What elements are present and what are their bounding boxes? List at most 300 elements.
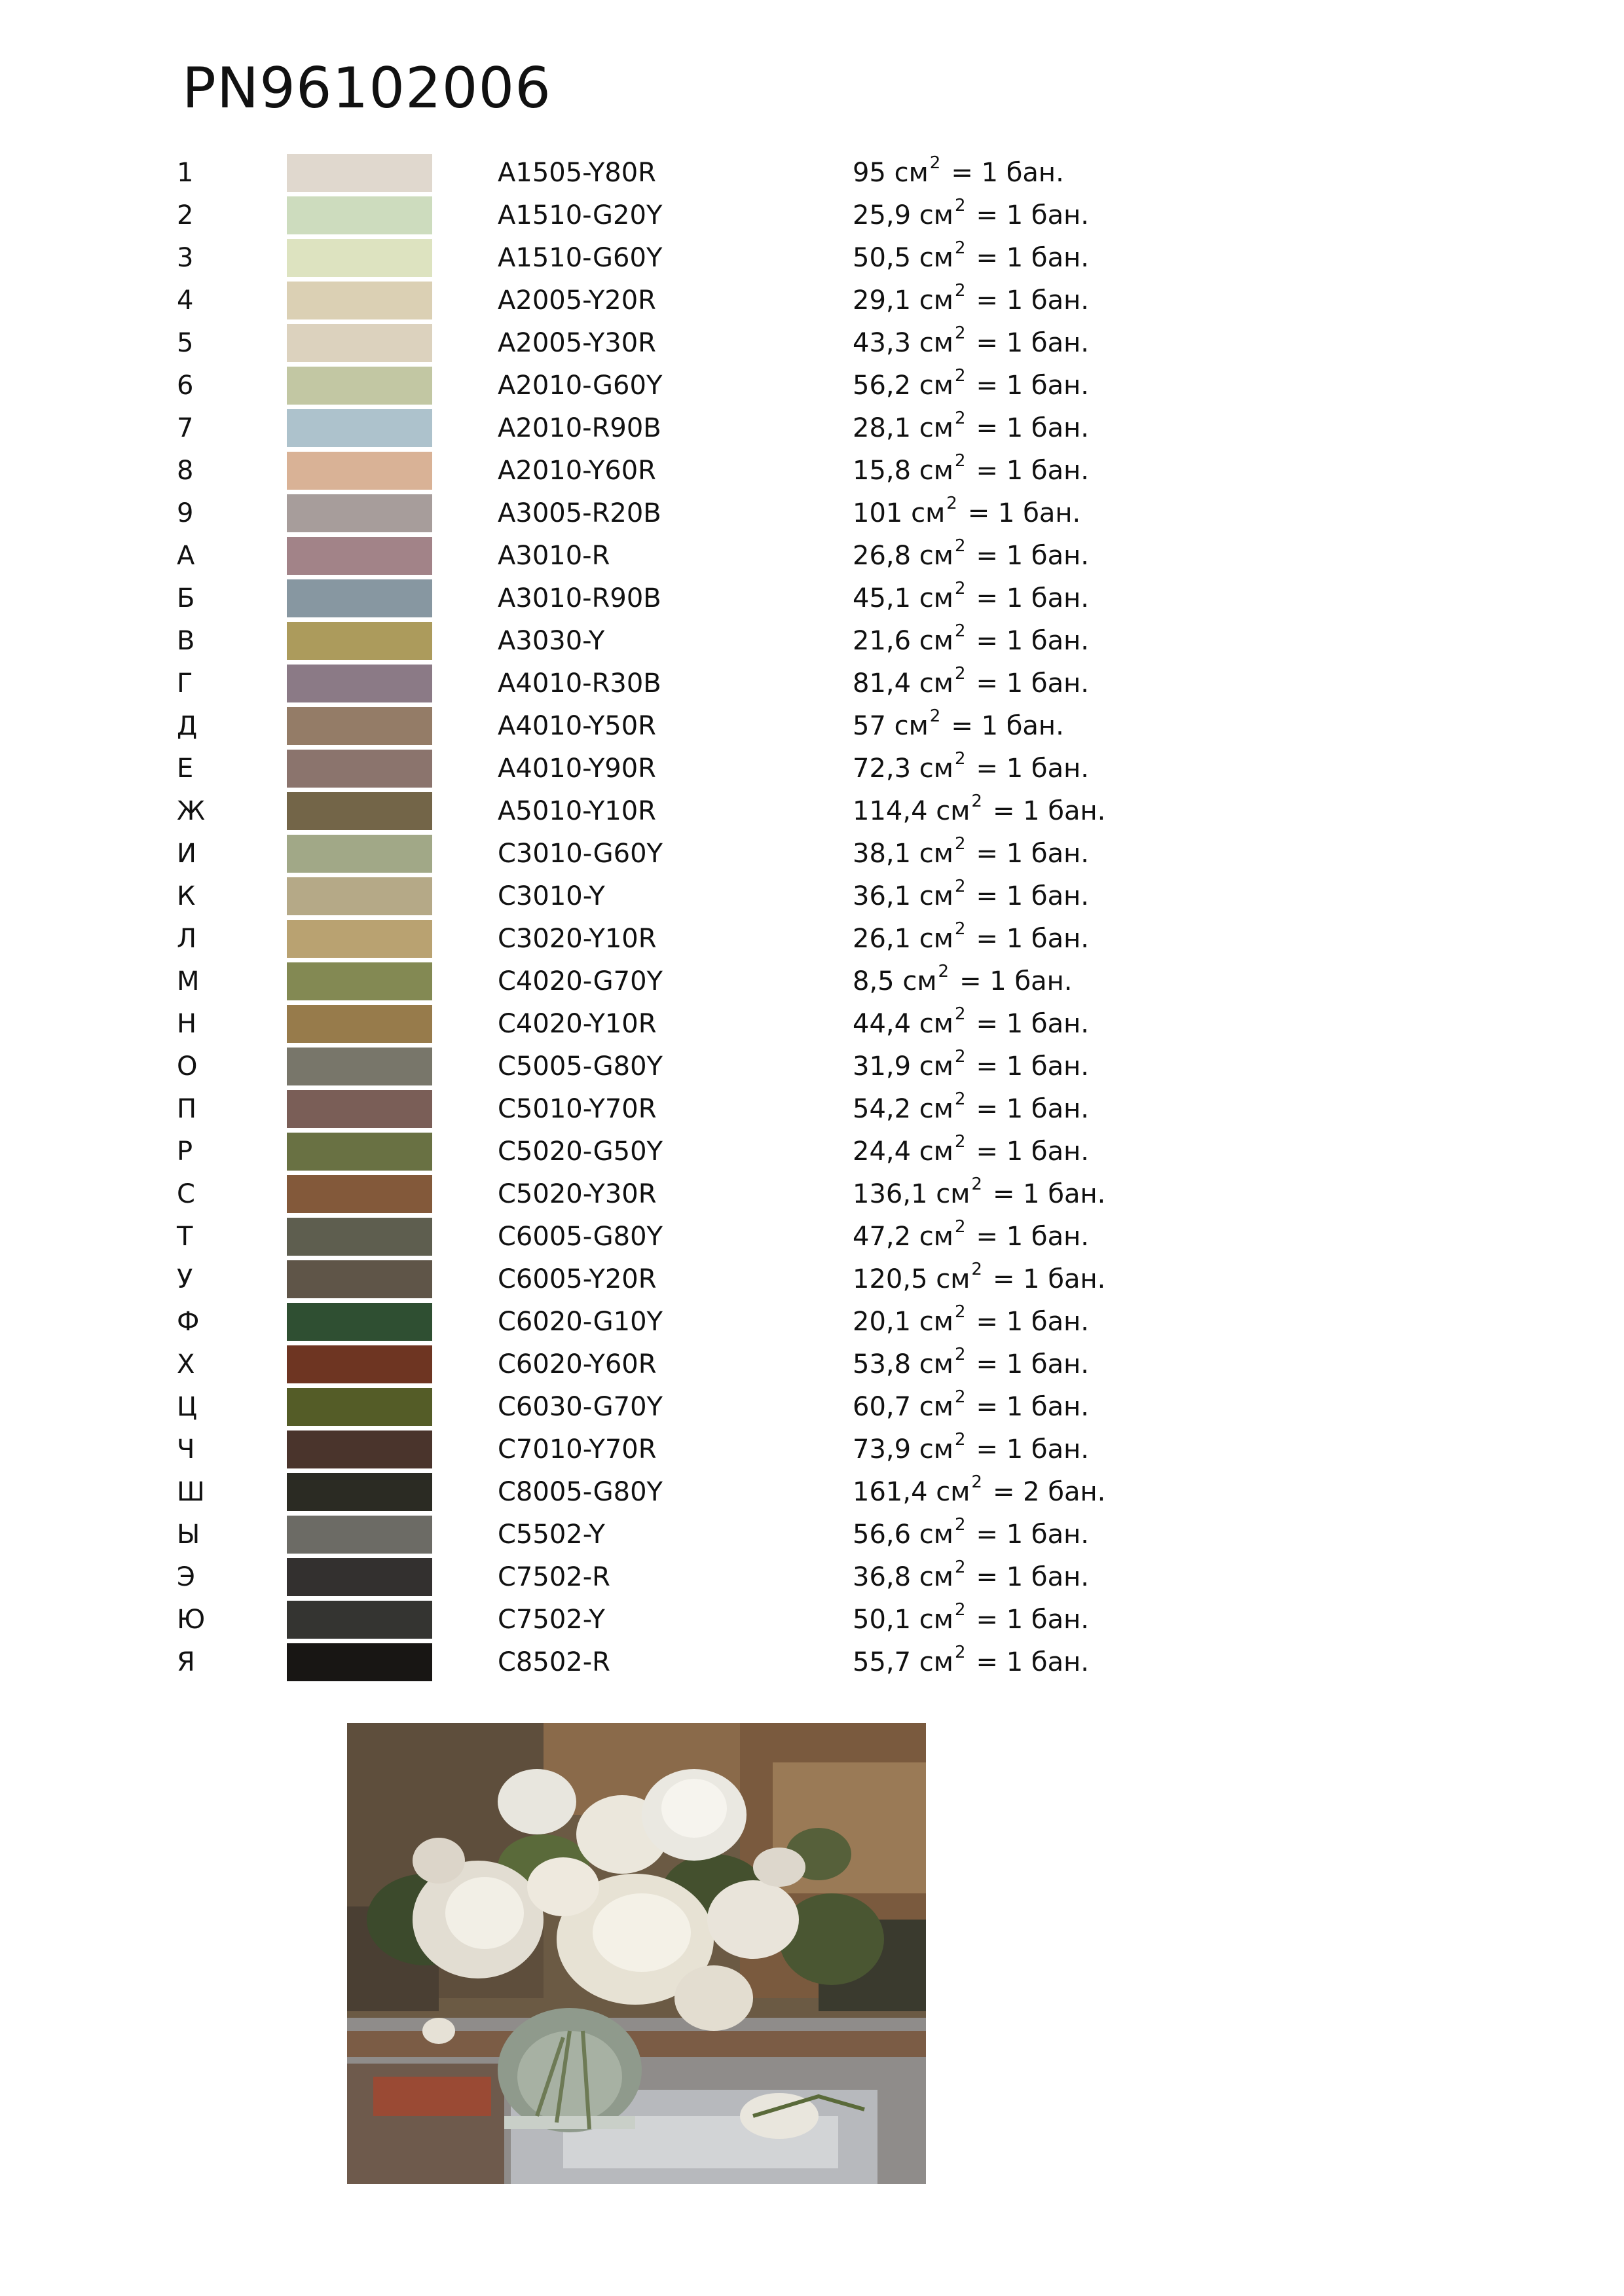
- paint-area: [853, 875, 1089, 917]
- palette-row: [0, 407, 1624, 449]
- paint-area: [853, 1301, 1089, 1343]
- palette-row: [0, 1599, 1624, 1641]
- can-count: = 1 бан.: [976, 1647, 1089, 1677]
- paint-code: A3010-R: [498, 541, 610, 571]
- color-swatch: [287, 1303, 432, 1341]
- area-value: 36,1: [853, 881, 912, 911]
- area-unit-power: 2: [954, 1344, 966, 1364]
- area-unit-power: 2: [954, 1387, 966, 1407]
- color-number: И: [177, 839, 196, 869]
- area-unit-power: 2: [954, 1004, 966, 1024]
- paint-code: A5010-Y10R: [498, 796, 656, 826]
- area-unit-power: 2: [954, 536, 966, 556]
- color-swatch: [287, 1133, 432, 1171]
- paint-code: C6020-Y60R: [498, 1349, 657, 1379]
- color-number: Н: [177, 1009, 197, 1039]
- color-swatch: [287, 537, 432, 575]
- palette-row: [0, 1556, 1624, 1598]
- color-swatch: [287, 494, 432, 532]
- paint-area: [853, 1599, 1089, 1641]
- area-value: 29,1: [853, 285, 912, 316]
- area-value: 53,8: [853, 1349, 912, 1379]
- palette-row: [0, 194, 1624, 236]
- paint-area: [853, 1386, 1089, 1428]
- paint-code: C4020-Y10R: [498, 1009, 657, 1039]
- color-swatch: [287, 835, 432, 873]
- color-number: Д: [177, 711, 198, 741]
- paint-code: A2010-G60Y: [498, 371, 663, 401]
- paint-area: [853, 705, 1064, 747]
- color-swatch: [287, 579, 432, 617]
- paint-area: [853, 237, 1089, 279]
- palette-row: [0, 1471, 1624, 1513]
- paint-area: [853, 1471, 1105, 1513]
- area-unit-power: 2: [954, 1514, 966, 1535]
- can-count: = 1 бан.: [976, 754, 1089, 784]
- area-value: 20,1: [853, 1307, 912, 1337]
- can-count: = 1 бан.: [976, 1520, 1089, 1550]
- area-unit: см: [911, 498, 946, 528]
- color-number: Ю: [177, 1605, 206, 1635]
- area-value: 136,1: [853, 1179, 928, 1209]
- area-unit: см: [919, 541, 953, 571]
- paint-code: C3010-Y: [498, 881, 605, 911]
- color-number: М: [177, 966, 200, 996]
- color-swatch: [287, 1558, 432, 1596]
- area-unit-power: 2: [954, 450, 966, 471]
- paint-area: [853, 960, 1073, 1002]
- color-swatch: [287, 792, 432, 830]
- palette-row: [0, 705, 1624, 747]
- paint-code: A1510-G20Y: [498, 200, 663, 230]
- paint-code: A3010-R90B: [498, 583, 661, 613]
- color-swatch: [287, 154, 432, 192]
- color-swatch: [287, 1345, 432, 1383]
- area-value: 45,1: [853, 583, 912, 613]
- area-unit: см: [919, 1605, 953, 1635]
- area-value: 26,1: [853, 924, 912, 954]
- paint-area: [853, 1173, 1105, 1215]
- area-value: 72,3: [853, 754, 912, 784]
- area-unit-power: 2: [954, 238, 966, 258]
- paint-area: [853, 577, 1089, 619]
- color-swatch: [287, 409, 432, 447]
- palette-row: [0, 748, 1624, 790]
- area-unit: см: [919, 413, 953, 443]
- area-value: 60,7: [853, 1392, 912, 1422]
- paint-area: [853, 535, 1089, 577]
- palette-row: [0, 960, 1624, 1002]
- area-unit: см: [919, 328, 953, 358]
- area-value: 73,9: [853, 1434, 912, 1465]
- area-unit: см: [919, 371, 953, 401]
- paint-code: C5005-G80Y: [498, 1051, 663, 1082]
- can-count: = 1 бан.: [976, 1009, 1089, 1039]
- color-number: Я: [177, 1647, 195, 1677]
- can-count: = 1 бан.: [976, 881, 1089, 911]
- paint-code: A2005-Y20R: [498, 285, 656, 316]
- area-unit: см: [894, 711, 929, 741]
- area-unit-power: 2: [954, 1429, 966, 1449]
- color-swatch: [287, 1430, 432, 1468]
- area-value: 57: [853, 711, 886, 741]
- area-unit-power: 2: [954, 1642, 966, 1662]
- area-unit-power: 2: [929, 706, 941, 726]
- paint-area: [853, 620, 1089, 662]
- area-value: 47,2: [853, 1222, 912, 1252]
- area-value: 21,6: [853, 626, 912, 656]
- color-number: Е: [177, 754, 194, 784]
- color-swatch: [287, 239, 432, 277]
- can-count: = 1 бан.: [967, 498, 1081, 528]
- area-unit-power: 2: [954, 408, 966, 428]
- area-unit-power: 2: [954, 1046, 966, 1066]
- color-swatch: [287, 1260, 432, 1298]
- area-value: 50,5: [853, 243, 912, 273]
- paint-code: C6005-Y20R: [498, 1264, 657, 1294]
- can-count: = 1 бан.: [976, 328, 1089, 358]
- color-swatch: [287, 1601, 432, 1639]
- area-unit-power: 2: [971, 1472, 982, 1492]
- area-unit-power: 2: [954, 748, 966, 769]
- color-swatch: [287, 1388, 432, 1426]
- area-unit-power: 2: [954, 1557, 966, 1577]
- paint-area: [853, 1216, 1089, 1258]
- color-number: Ц: [177, 1392, 198, 1422]
- paint-area: [853, 194, 1089, 236]
- area-value: 15,8: [853, 456, 912, 486]
- can-count: = 1 бан.: [976, 1434, 1089, 1465]
- palette-row: [0, 577, 1624, 619]
- paint-code: C7502-Y: [498, 1605, 605, 1635]
- color-swatch: [287, 1516, 432, 1554]
- area-unit: см: [919, 583, 953, 613]
- can-count: = 1 бан.: [976, 541, 1089, 571]
- color-number: Г: [177, 668, 193, 699]
- palette-row: [0, 1514, 1624, 1556]
- area-value: 55,7: [853, 1647, 912, 1677]
- area-value: 81,4: [853, 668, 912, 699]
- area-unit-power: 2: [954, 919, 966, 939]
- area-unit: см: [936, 1179, 970, 1209]
- area-value: 120,5: [853, 1264, 928, 1294]
- color-number: У: [177, 1264, 193, 1294]
- palette-row: [0, 450, 1624, 492]
- color-number: 9: [177, 498, 194, 528]
- can-count: = 1 бан.: [976, 243, 1089, 273]
- color-swatch: [287, 452, 432, 490]
- palette-row: [0, 1003, 1624, 1045]
- paint-area: [853, 1131, 1089, 1173]
- can-count: = 1 бан.: [976, 626, 1089, 656]
- color-swatch: [287, 282, 432, 319]
- palette-row: [0, 1429, 1624, 1470]
- color-swatch: [287, 1218, 432, 1256]
- color-number: Х: [177, 1349, 195, 1379]
- palette-row: [0, 492, 1624, 534]
- area-unit: см: [936, 1477, 970, 1507]
- paint-area: [853, 663, 1089, 704]
- area-unit: см: [919, 1051, 953, 1082]
- area-value: 101: [853, 498, 903, 528]
- palette-row: [0, 1641, 1624, 1683]
- area-unit: см: [936, 796, 970, 826]
- color-number: Ш: [177, 1477, 205, 1507]
- area-unit-power: 2: [954, 833, 966, 854]
- can-count: = 1 бан.: [976, 1051, 1089, 1082]
- paint-code: C7010-Y70R: [498, 1434, 657, 1465]
- paint-area: [853, 1556, 1089, 1598]
- can-count: = 1 бан.: [976, 456, 1089, 486]
- color-number: Ж: [177, 796, 206, 826]
- color-number: 4: [177, 285, 194, 316]
- can-count: = 1 бан.: [976, 371, 1089, 401]
- color-number: 1: [177, 158, 194, 188]
- area-unit: см: [919, 626, 953, 656]
- area-unit-power: 2: [954, 578, 966, 598]
- area-unit: см: [919, 1094, 953, 1124]
- color-swatch: [287, 1643, 432, 1681]
- color-swatch: [287, 1005, 432, 1043]
- color-number: К: [177, 881, 196, 911]
- area-unit: см: [919, 1137, 953, 1167]
- color-swatch: [287, 324, 432, 362]
- paint-code: C5020-G50Y: [498, 1137, 663, 1167]
- area-value: 8,5: [853, 966, 895, 996]
- can-count: = 1 бан.: [976, 583, 1089, 613]
- area-unit-power: 2: [971, 1174, 982, 1194]
- color-number: 6: [177, 371, 194, 401]
- palette-row: [0, 1131, 1624, 1173]
- color-number: Т: [177, 1222, 193, 1252]
- area-unit: см: [894, 158, 929, 188]
- area-unit-power: 2: [954, 621, 966, 641]
- color-number: Б: [177, 583, 195, 613]
- area-unit: см: [936, 1264, 970, 1294]
- area-unit: см: [919, 1647, 953, 1677]
- color-swatch: [287, 920, 432, 958]
- area-unit: см: [919, 1520, 953, 1550]
- paint-area: [853, 1514, 1089, 1556]
- can-count: = 1 бан.: [976, 1392, 1089, 1422]
- area-unit-power: 2: [954, 1089, 966, 1109]
- paint-code: C7502-R: [498, 1562, 610, 1592]
- product-code-title: PN96102006: [182, 56, 551, 121]
- color-swatch: [287, 196, 432, 234]
- area-value: 56,6: [853, 1520, 912, 1550]
- paint-area: [853, 790, 1105, 832]
- palette-row: [0, 1343, 1624, 1385]
- area-value: 50,1: [853, 1605, 912, 1635]
- area-unit: см: [919, 754, 953, 784]
- area-unit-power: 2: [954, 1131, 966, 1152]
- area-unit-power: 2: [954, 876, 966, 896]
- area-unit: см: [919, 456, 953, 486]
- area-unit: см: [919, 1307, 953, 1337]
- paint-area: [853, 280, 1089, 321]
- palette-row: [0, 1386, 1624, 1428]
- can-count: = 1 бан.: [976, 1307, 1089, 1337]
- paint-code: C6020-G10Y: [498, 1307, 663, 1337]
- area-unit-power: 2: [971, 791, 982, 811]
- color-number: Р: [177, 1137, 193, 1167]
- can-count: = 1 бан.: [976, 1094, 1089, 1124]
- color-number: 2: [177, 200, 194, 230]
- color-number: Ф: [177, 1307, 200, 1337]
- paint-area: [853, 152, 1064, 194]
- area-value: 26,8: [853, 541, 912, 571]
- area-value: 24,4: [853, 1137, 912, 1167]
- can-count: = 1 бан.: [992, 1264, 1106, 1294]
- area-value: 43,3: [853, 328, 912, 358]
- paint-area: [853, 1046, 1089, 1087]
- paint-code: A4010-Y90R: [498, 754, 656, 784]
- can-count: = 2 бан.: [992, 1477, 1106, 1507]
- can-count: = 1 бан.: [976, 668, 1089, 699]
- can-count: = 1 бан.: [951, 158, 1064, 188]
- paint-area: [853, 1088, 1089, 1130]
- paint-area: [853, 365, 1089, 407]
- palette-row: [0, 535, 1624, 577]
- paint-code: C8005-G80Y: [498, 1477, 663, 1507]
- color-number: 7: [177, 413, 194, 443]
- color-swatch: [287, 1090, 432, 1128]
- palette-row: [0, 663, 1624, 704]
- area-unit-power: 2: [929, 153, 941, 173]
- paint-area: [853, 492, 1080, 534]
- color-number: Ч: [177, 1434, 195, 1465]
- area-value: 25,9: [853, 200, 912, 230]
- paint-code: A1510-G60Y: [498, 243, 663, 273]
- paint-code: C6030-G70Y: [498, 1392, 663, 1422]
- area-value: 38,1: [853, 839, 912, 869]
- area-unit-power: 2: [954, 663, 966, 683]
- palette-row: [0, 1258, 1624, 1300]
- paint-area: [853, 1258, 1105, 1300]
- paint-code: A2010-Y60R: [498, 456, 656, 486]
- area-value: 28,1: [853, 413, 912, 443]
- palette-row: [0, 1046, 1624, 1087]
- paint-area: [853, 450, 1089, 492]
- palette-row: [0, 620, 1624, 662]
- paint-code: A3005-R20B: [498, 498, 661, 528]
- color-swatch: [287, 707, 432, 745]
- paint-code: A3030-Y: [498, 626, 605, 656]
- area-unit-power: 2: [954, 365, 966, 386]
- palette-row: [0, 875, 1624, 917]
- area-unit-power: 2: [954, 1302, 966, 1322]
- paint-code: C5010-Y70R: [498, 1094, 657, 1124]
- palette-row: [0, 1301, 1624, 1343]
- area-value: 36,8: [853, 1562, 912, 1592]
- paint-code: C8502-R: [498, 1647, 610, 1677]
- area-value: 95: [853, 158, 886, 188]
- paint-area: [853, 1003, 1089, 1045]
- area-unit: см: [919, 881, 953, 911]
- area-value: 31,9: [853, 1051, 912, 1082]
- color-number: 5: [177, 328, 194, 358]
- can-count: = 1 бан.: [976, 413, 1089, 443]
- area-unit: см: [919, 924, 953, 954]
- paint-code: C6005-G80Y: [498, 1222, 663, 1252]
- paint-code: A2005-Y30R: [498, 328, 656, 358]
- paint-code: C3010-G60Y: [498, 839, 663, 869]
- paint-area: [853, 1641, 1089, 1683]
- color-number: О: [177, 1051, 198, 1082]
- can-count: = 1 бан.: [959, 966, 1073, 996]
- color-swatch: [287, 750, 432, 788]
- paint-code: A4010-R30B: [498, 668, 661, 699]
- area-unit: см: [919, 1009, 953, 1039]
- area-unit: см: [919, 285, 953, 316]
- paint-area: [853, 918, 1089, 960]
- area-unit: см: [919, 1222, 953, 1252]
- palette-row: [0, 152, 1624, 194]
- color-number: Ы: [177, 1520, 200, 1550]
- color-number: 3: [177, 243, 194, 273]
- area-unit: см: [919, 243, 953, 273]
- can-count: = 1 бан.: [976, 1562, 1089, 1592]
- color-number: А: [177, 541, 195, 571]
- color-number: Э: [177, 1562, 195, 1592]
- area-value: 161,4: [853, 1477, 928, 1507]
- can-count: = 1 бан.: [976, 285, 1089, 316]
- color-swatch: [287, 1473, 432, 1511]
- area-unit: см: [919, 668, 953, 699]
- paint-area: [853, 1343, 1089, 1385]
- can-count: = 1 бан.: [976, 1349, 1089, 1379]
- can-count: = 1 бан.: [976, 1137, 1089, 1167]
- palette-row: [0, 833, 1624, 875]
- paint-area: [853, 407, 1089, 449]
- palette-row: [0, 280, 1624, 321]
- palette-row: [0, 790, 1624, 832]
- area-unit: см: [902, 966, 937, 996]
- can-count: = 1 бан.: [992, 796, 1106, 826]
- palette-row: [0, 1173, 1624, 1215]
- paint-code: A1505-Y80R: [498, 158, 656, 188]
- area-value: 44,4: [853, 1009, 912, 1039]
- color-swatch: [287, 962, 432, 1000]
- area-unit-power: 2: [954, 195, 966, 215]
- palette-row: [0, 237, 1624, 279]
- color-swatch: [287, 367, 432, 405]
- can-count: = 1 бан.: [951, 711, 1064, 741]
- palette-row: [0, 322, 1624, 364]
- area-unit: см: [919, 1434, 953, 1465]
- can-count: = 1 бан.: [976, 924, 1089, 954]
- can-count: = 1 бан.: [976, 1222, 1089, 1252]
- paint-area: [853, 748, 1089, 790]
- color-number: В: [177, 626, 195, 656]
- area-unit-power: 2: [954, 280, 966, 301]
- area-unit-power: 2: [971, 1259, 982, 1279]
- can-count: = 1 бан.: [992, 1179, 1106, 1209]
- area-value: 56,2: [853, 371, 912, 401]
- paint-area: [853, 1429, 1089, 1470]
- can-count: = 1 бан.: [976, 200, 1089, 230]
- area-unit-power: 2: [954, 1599, 966, 1620]
- area-unit-power: 2: [938, 961, 950, 981]
- area-unit: см: [919, 1392, 953, 1422]
- color-number: П: [177, 1094, 197, 1124]
- color-swatch: [287, 877, 432, 915]
- palette-row: [0, 1216, 1624, 1258]
- can-count: = 1 бан.: [976, 839, 1089, 869]
- area-unit-power: 2: [954, 323, 966, 343]
- color-swatch: [287, 622, 432, 660]
- area-unit: см: [919, 1349, 953, 1379]
